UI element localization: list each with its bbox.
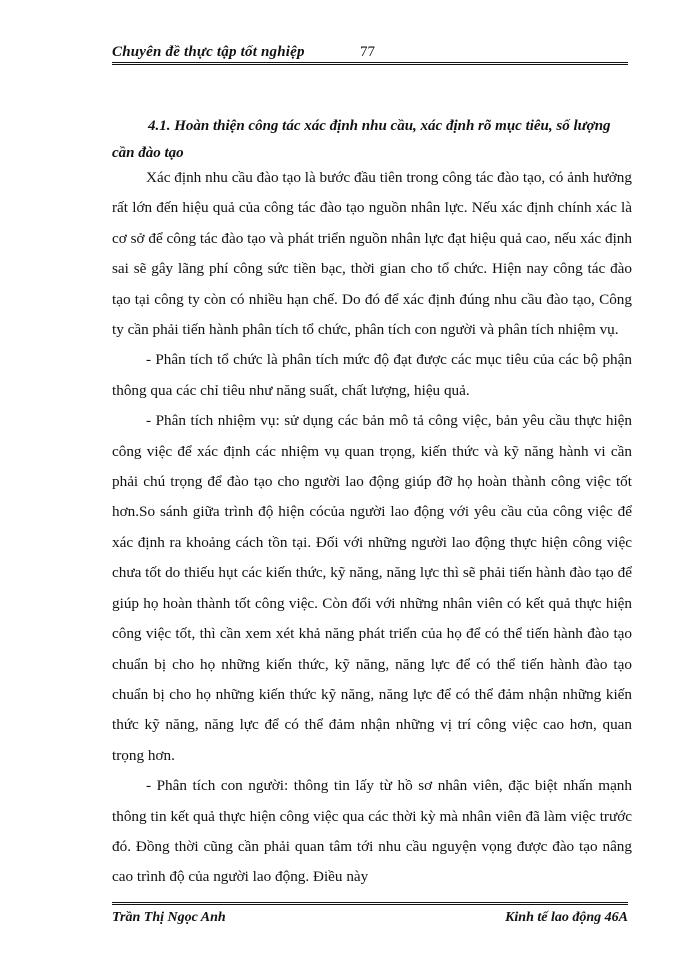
- page-number: 77: [360, 44, 375, 60]
- department-name: Kinh tế lao động 46A: [505, 910, 628, 925]
- paragraph-intro: Xác định nhu cầu đào tạo là bước đầu tiên trong công tác đào tạo, có ảnh hưởng rất lớn đến hiệu quả của công tác đào tạo nguồn nhân lực. Nếu xác định chính xác là cơ sở để công tác đào tạo và phát triển nguồn nhân lực đạt hiệu quả cao, nếu xác định sai sẽ gây lãng phí công sức tiền bạc, thời gian cho tổ chức. Hiện nay công tác đào tạo tại công ty còn có nhiều hạn chế. Do đó để xác định đúng nhu cầu đào tạo, Công ty cần phải tiến hành phân tích tổ chức, phân tích con người và phân tích nhiệm vụ.: [112, 169, 632, 339]
- footer-divider: [112, 902, 628, 905]
- author-name: Trần Thị Ngọc Anh: [112, 910, 226, 925]
- page-header: [112, 42, 628, 62]
- header-divider: [112, 62, 628, 65]
- page-footer: [112, 908, 628, 928]
- paragraph-person-analysis: - Phân tích con người: thông tin lấy từ hồ sơ nhân viên, đặc biệt nhấn mạnh thông tin kết quả thực hiện công việc qua các thời kỳ mà nhân viên đã làm việc trước đó. Đồng thời cũng cần phải quan tâm tới nhu cầu nguyện vọng được đào tạo nâng cao trình độ của người lao động. Điều này: [112, 777, 632, 886]
- body-text: [112, 163, 632, 893]
- paragraph-task-analysis: - Phân tích nhiệm vụ: sử dụng các bản mô tả công việc, bản yêu cầu thực hiện công việc để xác định các nhiệm vụ quan trọng, kiến thức và kỹ năng hành vi cần phải chú trọng để đào tạo cho người lao động giúp đỡ họ hoàn thành công việc tốt hơn.So sánh giữa trình độ hiện cócủa người lao động với yêu cầu của công việc để xác định ra khoảng cách tồn tại. Đối với những người lao động thực hiện công việc chưa tốt do thiếu hụt các kiến thức, kỹ năng, năng lực thì sẽ phải tiến hành đào tạo để giúp họ hoàn thành tốt công việc. Còn đối với những nhân viên có kết quả thực hiện công việc tốt, thì cần xem xét khả năng phát triển của họ để có thể tiến hành đào tạo chuẩn bị cho họ những kiến thức, kỹ năng, năng lực để có thể tiến hành đào tạo chuẩn bị cho họ những kiến thức kỹ năng, năng lực để có thể đảm nhận những kiến thức kỹ năng, năng lực để có thể đảm nhận những vị trí công việc cao hơn, quan trọng hơn.: [112, 412, 632, 764]
- paragraph-organization-analysis: - Phân tích tổ chức là phân tích mức độ đạt được các mục tiêu của các bộ phận thông qua các chỉ tiêu như năng suất, chất lượng, hiệu quả.: [112, 351, 632, 399]
- section-heading: 4.1. Hoàn thiện công tác xác định nhu cầu, xác định rõ mục tiêu, số lượng cần đào tạo: [112, 118, 611, 161]
- document-title: Chuyên đề thực tập tốt nghiệp: [112, 44, 305, 60]
